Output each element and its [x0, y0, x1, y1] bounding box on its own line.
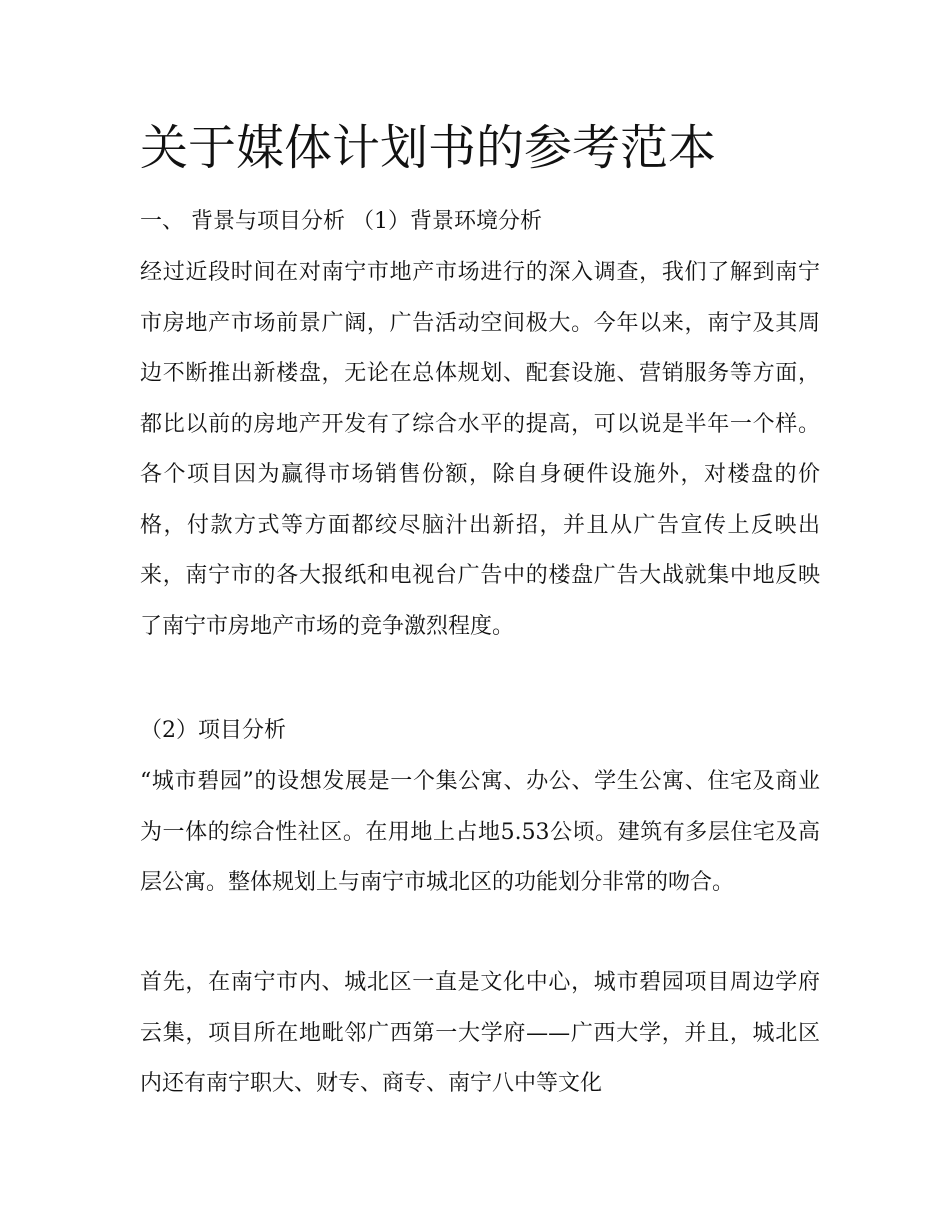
paragraph-project-analysis: “城市碧园”的设想发展是一个集公寓、办公、学生公寓、住宅及商业为一体的综合性社区。在用地上占地5.53公顷。建筑有多层住宅及高层公寓。整体规划上与南宁市城北区的功能划分非常的吻合。 [140, 769, 820, 895]
section-heading-background: 一、 背景与项目分析 （1）背景环境分析 [140, 209, 542, 234]
paragraph-location: 首先，在南宁市内、城北区一直是文化中心，城市碧园项目周边学府云集，项目所在地毗邻广西第一大学府——广西大学，并且，城北区内还有南宁职大、财专、商专、南宁八中等文化 [140, 970, 820, 1096]
section-heading-project: （2）项目分析 [140, 718, 286, 743]
document-title: 关于媒体计划书的参考范本 [140, 120, 717, 176]
paragraph-background-analysis: 经过近段时间在对南宁市地产市场进行的深入调查，我们了解到南宁市房地产市场前景广阔，广告活动空间极大。今年以来，南宁及其周边不断推出新楼盘，无论在总体规划、配套设施、营销服务等方面，都比以前的房地产开发有了综合水平的提高，可以说是半年一个样。各个项目因为赢得市场销售份额，除自身硬件设施外，对楼盘的价格，付款方式等方面都绞尽脑汁出新招，并且从广告宣传上反映出来，南宁市的各大报纸和电视台广告中的楼盘广告大战就集中地反映了南宁市房地产市场的竞争激烈程度。 [140, 260, 820, 639]
